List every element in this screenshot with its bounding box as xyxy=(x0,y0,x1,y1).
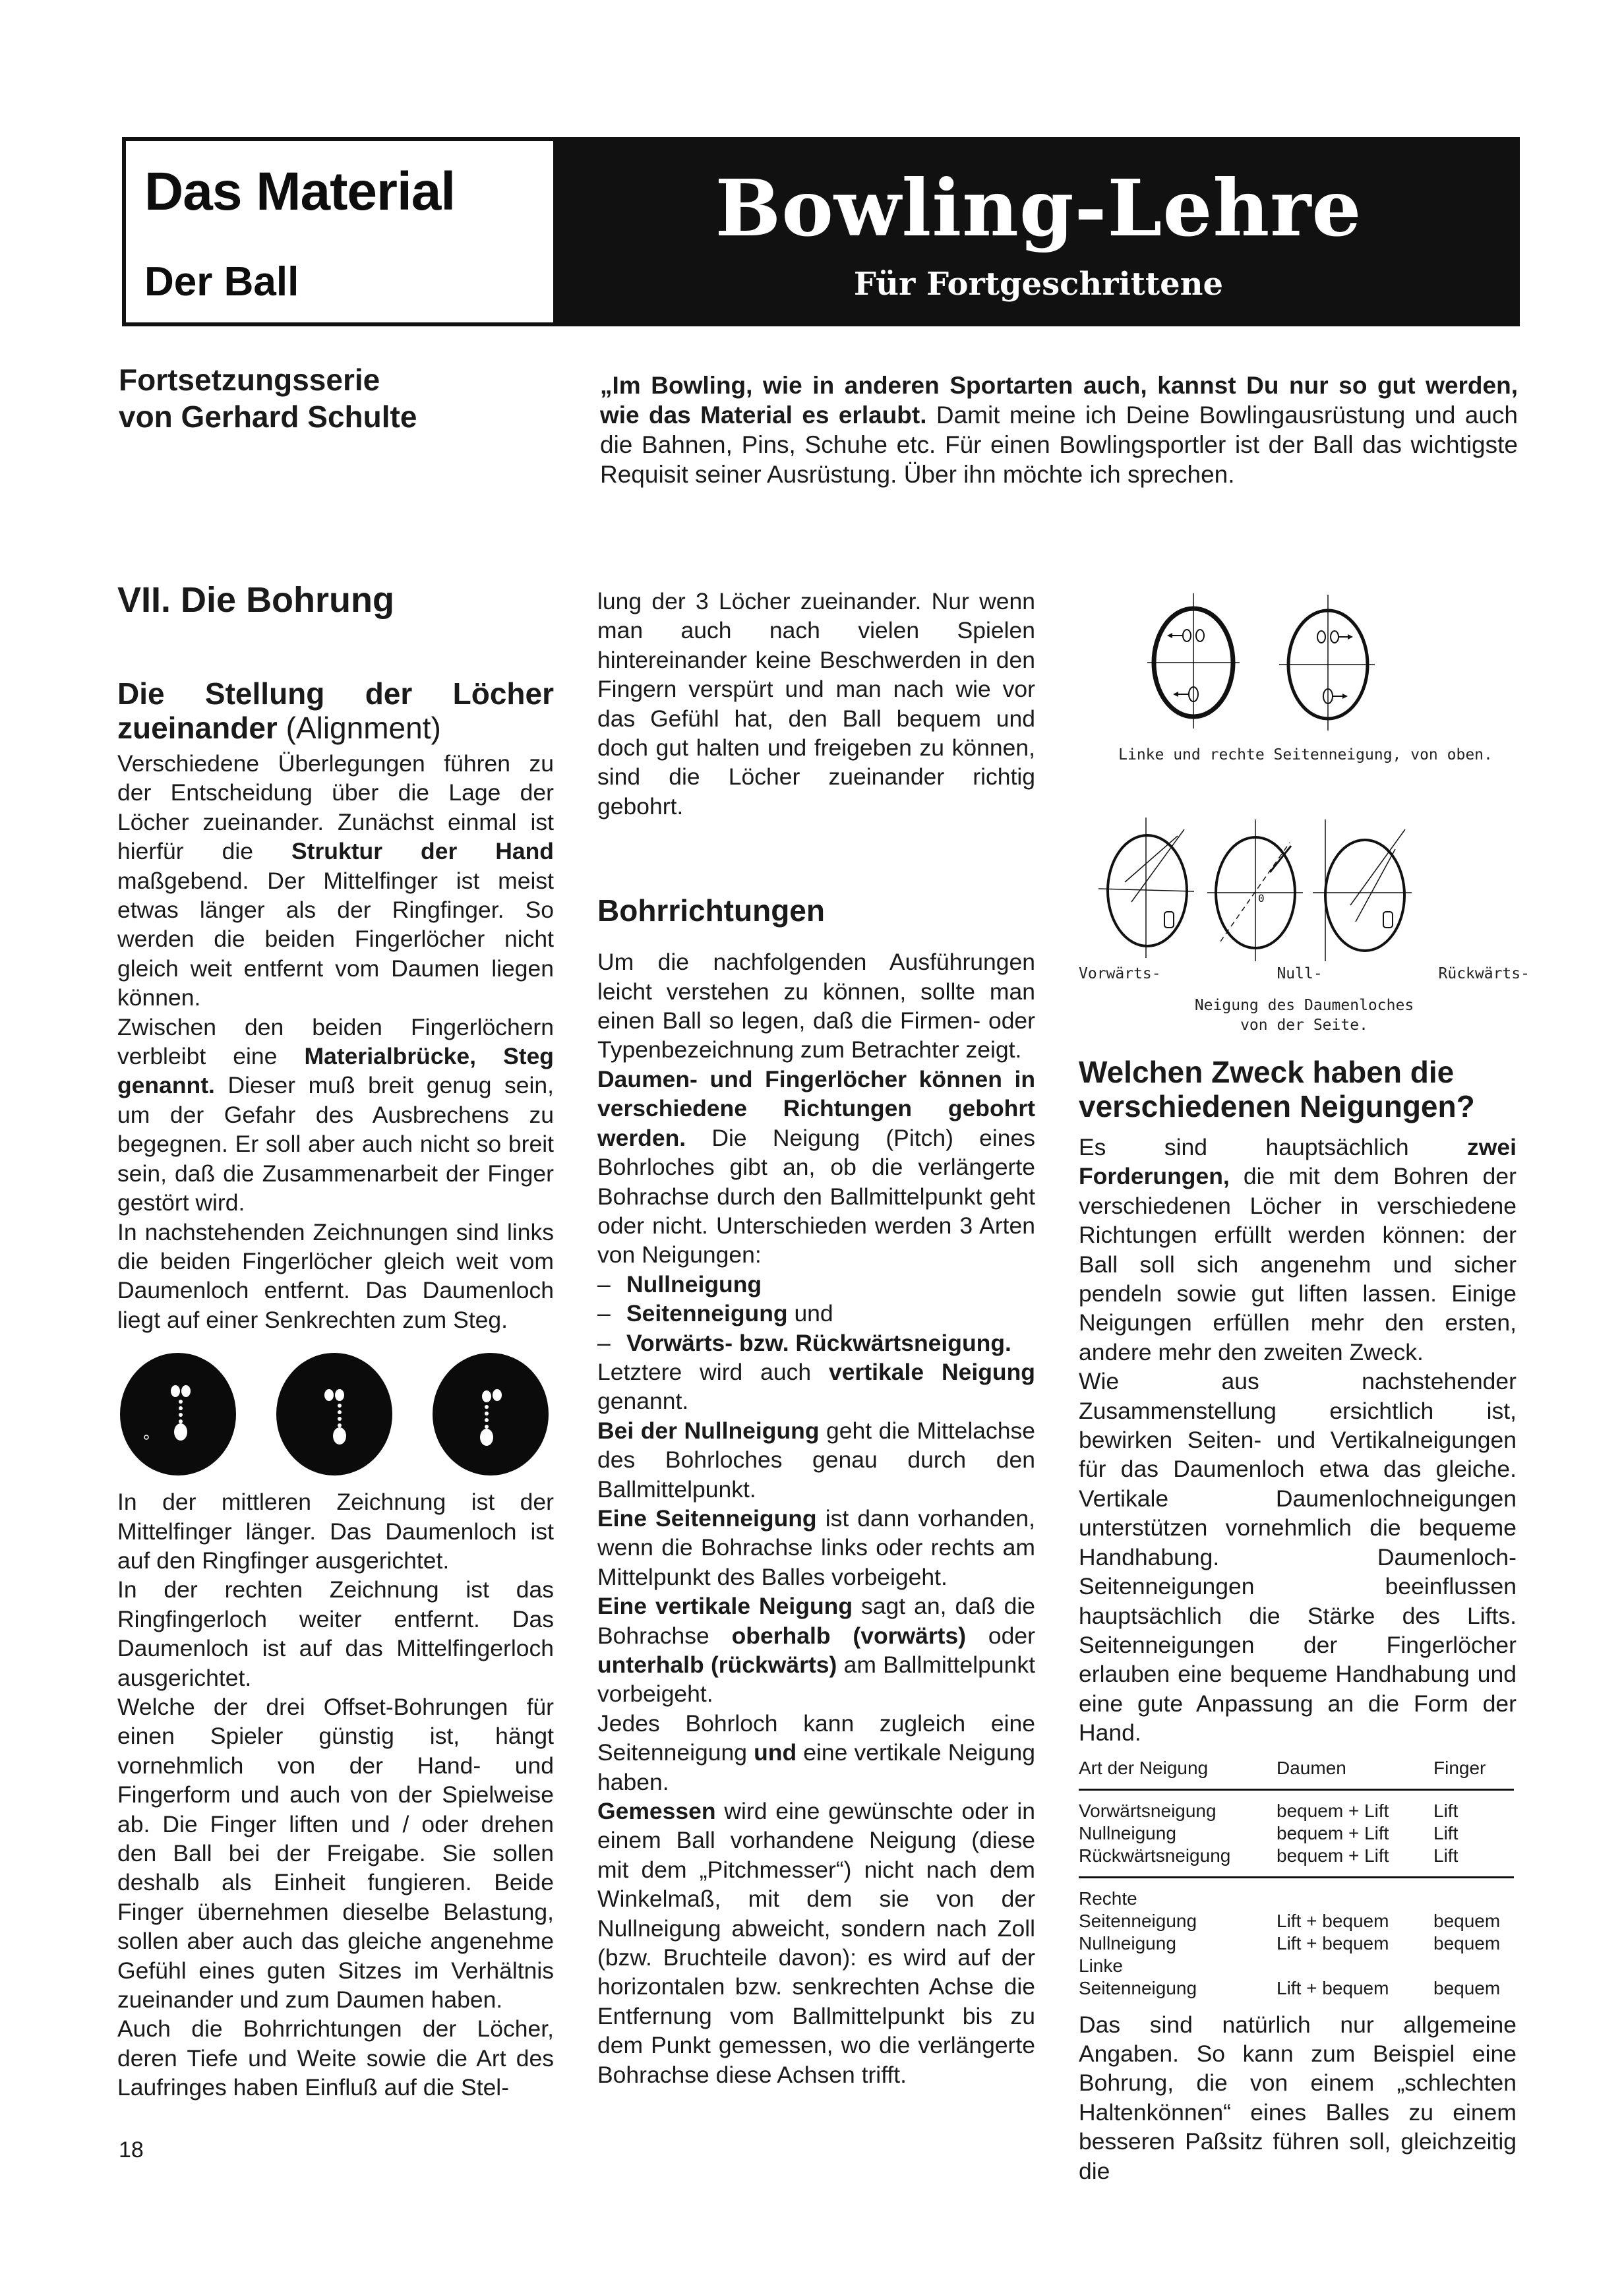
ball-side-view-diagram-icon xyxy=(1079,810,1530,961)
figure-caption: Neigung des Daumenloches von der Seite. xyxy=(1194,997,1414,1034)
table-row: Rückwärtsneigung bequem + Lift Lift xyxy=(1079,1845,1514,1878)
page-number: 18 xyxy=(119,2137,144,2162)
table-row: Linke xyxy=(1079,1955,1123,1976)
offset-drilling-figures xyxy=(120,1353,549,1475)
figure-caption: Linke und rechte Seitenneigung, von oben. xyxy=(1118,746,1493,763)
paragraph: Zwischen den beiden Fingerlöchern verbleibt eine Materialbrücke, Steg genannt. Dieser muß breit genug sein, um der Gefahr des Ausbrechens zu begegnen. Er soll aber auch nicht so breit sein, daß die Zusammenarbeit der Finger gestört wird. xyxy=(117,1013,554,1216)
paragraph: Eine vertikale Neigung sagt an, daß die Bohrachse oberhalb (vorwärts) oder unterhalb (rückwärts) am Ballmittelpunkt vorbeigeht. xyxy=(597,1593,1035,1708)
paragraph: Letztere wird auch vertikale Neigung genannt. xyxy=(597,1358,1035,1415)
table-header: Art der Neigung Daumen Finger xyxy=(1079,1757,1514,1790)
column-2 xyxy=(597,587,1035,2089)
alignment-heading: Die Stellung der Löcher zueinander (Alignment) xyxy=(117,676,554,745)
table-row: Rechte xyxy=(1079,1888,1137,1909)
paragraph: In nachstehenden Zeichnungen sind links die beiden Fingerlöcher gleich weit vom Daumenloch entfernt. Das Daumenloch liegt auf einer Senkrechten zum Steg. xyxy=(117,1218,554,1333)
svg-text:0: 0 xyxy=(1258,892,1265,905)
paragraph: Daumen- und Fingerlöcher können in verschiedene Richtungen gebohrt werden. Die Neigung (Pitch) eines Bohrloches gibt an, ob die verlängerte Bohrachse durch den Ballmittelpunkt geht oder nicht. Unterschieden werden 3 Arten von Neigungen: xyxy=(597,1065,1035,1268)
bowling-ball-icon xyxy=(120,1353,236,1475)
paragraph: Das sind natürlich nur allgemeine Angaben. So kann zum Beispiel eine Bohrung, die von einem „schlechten Haltenkönnen“ eines Balles zu einem besseren Paßsitz führen soll, gleichzeitig die xyxy=(1079,2011,1517,2184)
paragraph: Verschiedene Überlegungen führen zu der Entscheidung über die Lage der Löcher zueinander. Zunächst einmal ist hierfür die Struktur der Hand maßgebend. Der Mittelfinger ist meist etwas länger als der Ringfinger. So werden die beiden Fingerlöcher nicht gleich weit entfernt vom Daumen liegen können. xyxy=(117,750,554,1011)
paragraph: Jedes Bohrloch kann zugleich eine Seitenneigung und eine vertikale Neigung haben. xyxy=(597,1710,1035,1795)
series-title: Bowling-Lehre xyxy=(715,162,1362,254)
list-item: – Vorwärts- bzw. Rückwärtsneigung. xyxy=(597,1329,1011,1356)
figure-thumb-pitch-side-view xyxy=(1079,810,1530,1047)
paragraph: In der mittleren Zeichnung ist der Mittelfinger länger. Das Daumenloch ist auf den Ringfinger ausgerichtet. xyxy=(117,1489,554,1574)
bowling-ball-icon xyxy=(276,1353,392,1475)
figure-side-pitch-top-view xyxy=(1081,580,1530,778)
label-zero: Null- xyxy=(1277,965,1323,982)
paragraph: Um die nachfolgenden Ausführungen leicht verstehen zu können, sollte man einen Ball so legen, daß die Firmen- oder Typenbezeichnung zum Betrachter zeigt. xyxy=(597,949,1035,1063)
subsection-title: Der Ball xyxy=(144,259,299,305)
byline-author: von Gerhard Schulte xyxy=(119,400,417,434)
series-tagline: Für Fortgeschrittene xyxy=(853,266,1224,303)
intro-paragraph xyxy=(600,371,1518,489)
paragraph: Auch die Bohrrichtungen der Löcher, deren Tiefe und Weite sowie die Art des Laufringes haben Einfluß auf die Stel- xyxy=(117,2015,554,2101)
list-item: – Seitenneigung und xyxy=(597,1300,833,1327)
paragraph: Wie aus nachstehender Zusammenstellung ersichtlich ist, bewirken Seiten- und Vertikalneigungen für das Daumenloch etwa das gleiche. Vertikale Daumenlochneigungen unterstützen vornehmlich die bequeme Handhabung. Daumenloch-Seitenneigungen beeinflussen hauptsächlich die Stärke des Lifts. Seitenneigungen der Fingerlöcher erlauben eine bequeme Handhabung und eine gute Anpassung an die Form der Hand. xyxy=(1079,1368,1517,1746)
table-row: Nullneigung Lift + bequem bequem xyxy=(1079,1932,1501,1953)
byline-series: Fortsetzungsserie xyxy=(119,363,380,397)
paragraph: In der rechten Zeichnung ist das Ringfingerloch weiter entfernt. Das Daumenloch ist auf das Mittelfingerloch ausgerichtet. xyxy=(117,1576,554,1691)
header-banner xyxy=(122,137,1520,326)
column-3 xyxy=(1079,1055,1517,2186)
pitch-effect-table xyxy=(1079,1757,1514,2000)
label-reverse: Rückwärts- xyxy=(1438,965,1530,982)
ball-diagram-middle-longer xyxy=(276,1353,392,1475)
paragraph: Es sind hauptsächlich zwei Forderungen, die mit dem Bohren der verschiedenen Löcher in verschiedene Richtungen erfüllt werden können: der Ball soll sich angenehm und sicher pendeln sowie gut liften lassen. Einige Neigungen erfüllen mehr den ersten, andere mehr den zweiten Zweck. xyxy=(1079,1134,1517,1365)
paragraph: Welche der drei Offset-Bohrungen für einen Spieler günstig ist, hängt vornehmlich von der Hand- und Fingerform und auch von der Spielweise ab. Die Finger liften und / oder drehen den Ball bei der Freigabe. Sie sollen deshalb als Einheit fungieren. Beide Finger übernehmen dieselbe Belastung, sollen aber auch das gleiche angenehme Gefühl eines guten Sitzes im Verhältnis zueinander und zum Daumen haben. xyxy=(117,1693,554,2013)
table-row: Nullneigung bequem + Lift Lift xyxy=(1079,1822,1459,1843)
purpose-heading: Welchen Zweck haben die verschiedenen Neigungen? xyxy=(1079,1055,1475,1123)
chapter-heading: VII. Die Bohrung xyxy=(117,580,395,620)
paragraph: Eine Seitenneigung ist dann vorhanden, wenn die Bohrachse links oder rechts am Mittelpunkt des Balles vorbeigeht. xyxy=(597,1505,1035,1590)
list-item: – Nullneigung xyxy=(597,1270,762,1297)
paragraph: Bei der Nullneigung geht die Mittelachse des Bohrloches genau durch den Ballmittelpunkt. xyxy=(597,1417,1035,1503)
bowling-ball-icon xyxy=(433,1353,549,1475)
table-row: Vorwärtsneigung bequem + Lift Lift xyxy=(1079,1800,1459,1821)
pitch-types-list xyxy=(597,1270,1035,1357)
pitch-labels xyxy=(1079,965,1530,982)
byline xyxy=(119,361,417,435)
drilling-directions-heading: Bohrrichtungen xyxy=(597,893,825,928)
ball-diagram-ring-further xyxy=(433,1353,549,1475)
column-1 xyxy=(117,580,554,2102)
table-row: Seitenneigung Lift + bequem bequem xyxy=(1079,1910,1501,1931)
paragraph: lung der 3 Löcher zueinander. Nur wenn man auch nach vielen Spielen hintereinander keine Beschwerden in den Fingern verspürt und man nach wie vor das Gefühl hat, den Ball bequem und doch gut halten und freigeben zu können, sind die Löcher zueinander richtig gebohrt. xyxy=(597,588,1035,820)
section-title: Das Material xyxy=(144,162,456,222)
ball-diagram-equal xyxy=(120,1353,236,1475)
paragraph: Gemessen wird eine gewünschte oder in einem Ball vorhandene Neigung (diese mit dem „Pitchmesser“) nicht nach dem Winkelmaß, mit dem sie von der Nullneigung abweicht, sondern nach Zoll (bzw. Bruchteile davon): es wird auf der horizontalen bzw. senkrechten Achse die Entfernung vom Ballmittelpunkt bis zu dem Punkt gemessen, wo die verlängerte Bohrachse diese Achsen trifft. xyxy=(597,1798,1035,2088)
intro-quote: „Im Bowling, wie in anderen Sportarten auch, kannst Du nur so gut werden, wie das Material es erlaubt. xyxy=(600,372,1518,429)
ball-top-view-diagram-icon xyxy=(1081,580,1530,732)
label-forward: Vorwärts- xyxy=(1079,965,1161,982)
table-row: Seitenneigung Lift + bequem bequem xyxy=(1079,1977,1501,1998)
intro-text: Damit meine ich Deine Bowlingausrüstung und auch die Bahnen, Pins, Schuhe etc. Für einen Bowlingsportler ist der Ball das wichtigste Requisit seiner Ausrüstung. Über ihn möchte ich sprechen. xyxy=(600,402,1518,488)
section-box xyxy=(126,141,553,322)
